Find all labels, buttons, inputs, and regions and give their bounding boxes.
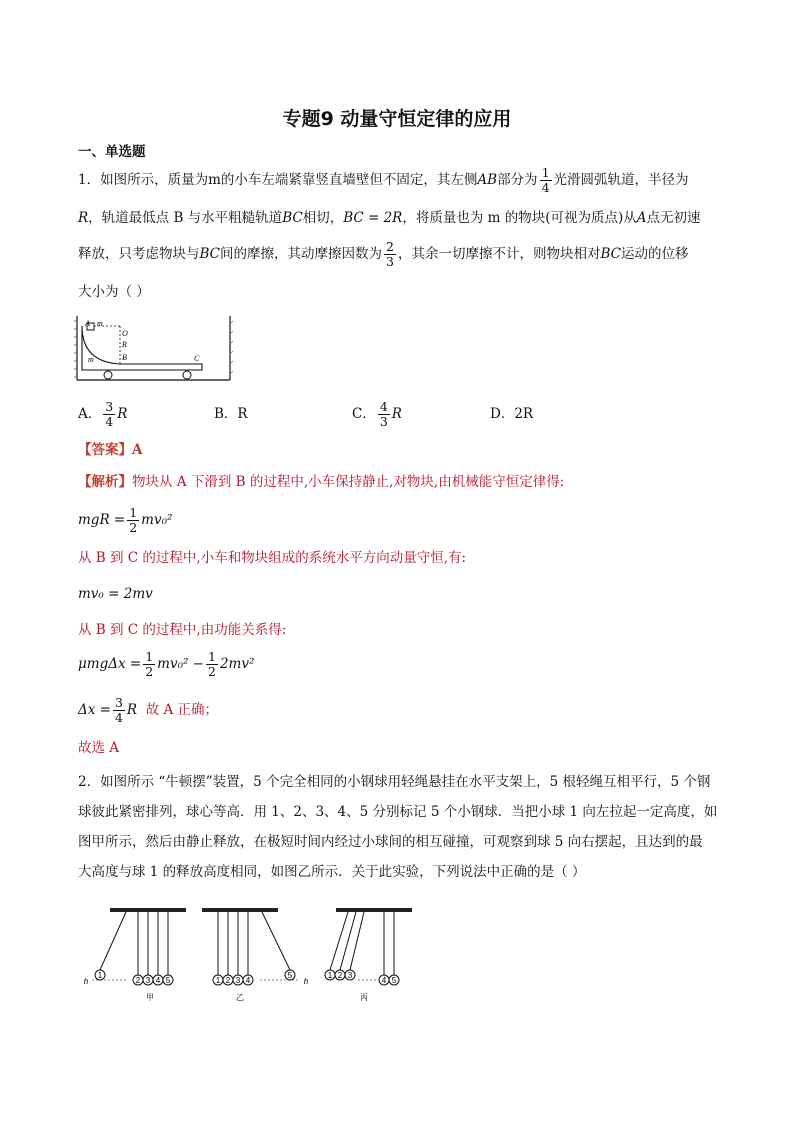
svg-text:乙: 乙 [236, 993, 244, 1002]
q1-line-1: 1．如图所示，质量为m的小车左端紧靠竖直墙壁但不固定，其左侧AB部分为 $\frac{1}{4}$ 光滑圆弧轨道，半径为 [78, 165, 689, 195]
fraction-mu: $\frac{2}{3}$ [386, 239, 394, 269]
fraction-quarter: $\frac{1}{4}$ [541, 165, 550, 195]
equation-4: Δx = $\frac{3}{4}$ R 故 A 正确； [78, 695, 219, 725]
equation-1: mgR = $\frac{1}{2}$ mv₀² [78, 505, 173, 535]
cart-track-figure [74, 314, 234, 382]
svg-text:甲: 甲 [146, 993, 154, 1002]
svg-text:2: 2 [135, 976, 141, 985]
svg-text:5: 5 [391, 976, 397, 985]
label-B: B [122, 353, 127, 362]
q1-line-2: R，轨道最低点 B 与水平粗糙轨道BC相切，BC = 2R，将质量也为 m 的物块(可视为质点)从A点无初速 [78, 210, 701, 226]
label-m-bottom: m [88, 355, 94, 364]
label-C: C [194, 354, 200, 363]
section-heading: 一、单选题 [78, 144, 146, 160]
q2-line-2: 球彼此紧密排列，球心等高．用 1、2、3、4、5 分别标记 5 个小钢球．当把小球 1 向左拉起一定高度，如 [78, 804, 718, 820]
svg-text:h: h [83, 977, 89, 986]
option-b[interactable]: B．R [214, 406, 248, 422]
svg-text:3: 3 [145, 976, 151, 985]
svg-text:4: 4 [381, 976, 387, 985]
option-d[interactable]: D．2R [490, 406, 534, 422]
svg-text:3: 3 [235, 976, 241, 985]
analysis-line-1: 【解析】物块从 A 下滑到 B 的过程中,小车保持静止,对物块,由机械能守恒定律得: [78, 474, 565, 490]
newtons-cradle-figure [78, 904, 418, 1008]
svg-text:h: h [303, 977, 309, 986]
conclusion: 故选 A [78, 740, 120, 756]
answer-line: 【答案】A [78, 442, 143, 458]
label-R: R [122, 340, 127, 349]
svg-text:4: 4 [155, 976, 161, 985]
q2-line-4: 大高度与球 1 的释放高度相同，如图乙所示．关于此实验，下列说法中正确的是（ ） [78, 864, 586, 880]
q1-line-3: 释放，只考虑物块与BC间的摩擦，其动摩擦因数为 $\frac{2}{3}$ ，其余一切摩擦不计，则物块相对BC运动的位移 [78, 239, 689, 269]
analysis-line-2: 从 B 到 C 的过程中,小车和物块组成的系统水平方向动量守恒,有: [78, 550, 467, 566]
option-a[interactable]: A． $\frac{3}{4}$ R [78, 399, 128, 429]
svg-text:5: 5 [287, 971, 293, 980]
page-title: 专题9 动量守恒定律的应用 [282, 108, 512, 130]
label-A: A [85, 319, 90, 328]
svg-text:2: 2 [225, 976, 231, 985]
q2-line-3: 图甲所示，然后由静止释放，在极短时间内经过小球间的相互碰撞，可观察到球 5 向右摆起，且达到的最 [78, 834, 703, 850]
svg-text:2: 2 [337, 971, 343, 980]
svg-text:5: 5 [165, 976, 171, 985]
option-c[interactable]: C． $\frac{4}{3}$ R [352, 399, 402, 429]
label-O: O [122, 329, 128, 338]
cradle-bing [325, 908, 412, 1002]
svg-text:1: 1 [327, 971, 333, 980]
svg-text:4: 4 [245, 976, 251, 985]
q1-line-4: 大小为（ ） [78, 284, 150, 300]
equation-3: μmgΔx = $\frac{1}{2}$ mv₀² − $\frac{1}{2}$ 2mv² [78, 649, 255, 679]
cradle-yi [202, 908, 309, 1002]
svg-text:丙: 丙 [360, 993, 368, 1002]
svg-text:3: 3 [347, 971, 353, 980]
q2-line-1: 2．如图所示 “牛顿摆”装置，5 个完全相同的小钢球用轻绳悬挂在水平支架上，5 根轻绳互相平行，5 个钢 [78, 774, 711, 790]
svg-text:1: 1 [97, 971, 103, 980]
cradle-jia [84, 908, 186, 1002]
svg-text:1: 1 [215, 976, 221, 985]
label-m-top: m [97, 319, 103, 328]
equation-2: mv₀ = 2mv [78, 586, 153, 602]
analysis-line-3: 从 B 到 C 的过程中,由功能关系得: [78, 622, 287, 638]
